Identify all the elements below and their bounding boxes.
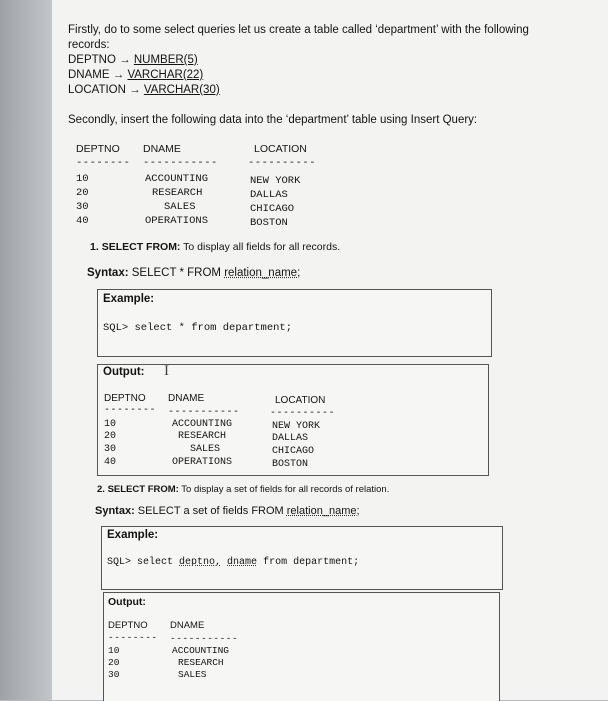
- example-label: Example:: [107, 529, 159, 541]
- relation-name: relation_name;: [286, 505, 360, 517]
- heading-number: 1.: [90, 241, 99, 253]
- o2-dash-dname: -----------: [170, 633, 239, 644]
- syntax-text: SELECT a set of fields FROM: [134, 505, 287, 517]
- field-dname: [68, 69, 203, 81]
- t1-cell: 30: [76, 201, 89, 213]
- t1-cell: OPERATIONS: [145, 215, 209, 227]
- o1-dash-deptno: --------: [104, 405, 157, 416]
- o2-cell: 30: [108, 669, 120, 680]
- t1-cell: 20: [76, 187, 89, 199]
- o2-cell: 10: [108, 645, 120, 656]
- text-cursor-icon: I: [164, 363, 169, 379]
- o1-cell: RESEARCH: [178, 431, 227, 442]
- t1-cell: DALLAS: [250, 189, 288, 201]
- o1-cell: 10: [104, 419, 117, 430]
- t1-header-location: LOCATION: [254, 143, 307, 155]
- code-dname: dname: [227, 557, 258, 568]
- section2-syntax: [95, 505, 360, 517]
- field-type: NUMBER(5): [133, 54, 198, 66]
- example-code: [107, 557, 359, 568]
- background-left: [0, 0, 52, 700]
- o2-cell: ACCOUNTING: [172, 645, 230, 656]
- t1-cell: CHICAGO: [250, 203, 295, 215]
- t1-dash-location: ----------: [248, 157, 317, 169]
- o1-cell: CHICAGO: [272, 446, 315, 457]
- o1-cell: BOSTON: [272, 459, 309, 470]
- heading-rest: To display all fields for all records.: [180, 241, 341, 253]
- syntax-label: Syntax:: [95, 505, 135, 517]
- section1-syntax: [87, 267, 300, 279]
- o2-cell: RESEARCH: [178, 657, 224, 668]
- o1-header-deptno: DEPTNO: [104, 393, 146, 404]
- field-type: VARCHAR(22): [127, 69, 204, 81]
- code-suffix: from department;: [257, 557, 360, 568]
- t1-cell: ACCOUNTING: [145, 173, 209, 185]
- t1-header-deptno: DEPTNO: [76, 143, 120, 155]
- intro-line-1: Firstly, do to some select queries let us create a table called ‘department’ with the following: [68, 24, 529, 36]
- code-deptno: deptno,: [179, 557, 222, 568]
- output-box-2: [103, 592, 500, 701]
- o1-cell: NEW YORK: [272, 421, 321, 432]
- arrow-icon: →: [129, 84, 141, 96]
- code-prefix: SQL> select: [107, 557, 180, 568]
- o2-header-deptno: DEPTNO: [108, 620, 148, 631]
- example-code: SQL> select * from department;: [103, 322, 293, 334]
- syntax-text: SELECT * FROM: [128, 267, 225, 279]
- t1-header-dname: DNAME: [143, 143, 181, 155]
- t1-cell: SALES: [164, 201, 196, 213]
- t1-dash-dname: -----------: [143, 157, 218, 169]
- heading-bold: SELECT FROM:: [107, 484, 179, 495]
- intro-line-2: records:: [68, 39, 110, 51]
- output-label: Output:: [103, 366, 145, 378]
- o1-cell: 40: [104, 457, 117, 468]
- o2-cell: 20: [108, 657, 120, 668]
- o1-header-location: LOCATION: [275, 395, 326, 406]
- o2-cell: SALES: [178, 669, 207, 680]
- heading-bold: SELECT FROM:: [101, 241, 181, 253]
- o2-dash-deptno: --------: [108, 632, 158, 643]
- arrow-icon: →: [119, 54, 131, 66]
- syntax-label: Syntax:: [87, 267, 129, 279]
- o2-header-dname: DNAME: [170, 620, 205, 631]
- o1-dash-location: ----------: [270, 408, 336, 419]
- o1-cell: ACCOUNTING: [172, 419, 233, 430]
- field-name: LOCATION: [68, 84, 126, 96]
- o1-cell: SALES: [190, 444, 221, 455]
- t1-cell: 40: [76, 215, 89, 227]
- t1-dash-deptno: --------: [76, 157, 131, 169]
- o1-cell: DALLAS: [272, 433, 309, 444]
- t1-cell: RESEARCH: [152, 187, 203, 199]
- field-deptno: [68, 54, 198, 66]
- relation-name: relation_name;: [224, 267, 301, 279]
- example-label: Example:: [103, 293, 155, 305]
- o1-cell: OPERATIONS: [172, 457, 233, 468]
- t1-cell: NEW YORK: [250, 175, 301, 187]
- field-location: [68, 84, 220, 96]
- field-name: DEPTNO: [68, 54, 116, 66]
- o1-cell: 20: [104, 431, 117, 442]
- section1-heading: [90, 241, 340, 253]
- t1-cell: BOSTON: [250, 217, 288, 229]
- arrow-icon: →: [112, 69, 125, 81]
- insert-instruction: Secondly, insert the following data into the ‘department’ table using Insert Query:: [68, 114, 478, 126]
- field-type: VARCHAR(30): [143, 84, 220, 96]
- field-name: DNAME: [68, 69, 110, 81]
- o1-cell: 30: [104, 444, 117, 455]
- section2-heading: [97, 484, 389, 495]
- o1-dash-dname: -----------: [168, 407, 240, 418]
- t1-cell: 10: [76, 173, 89, 185]
- output-label: Output:: [108, 596, 146, 608]
- o1-header-dname: DNAME: [168, 393, 205, 404]
- heading-rest: To display a set of fields for all records of relation.: [178, 484, 390, 495]
- heading-number: 2.: [97, 484, 105, 495]
